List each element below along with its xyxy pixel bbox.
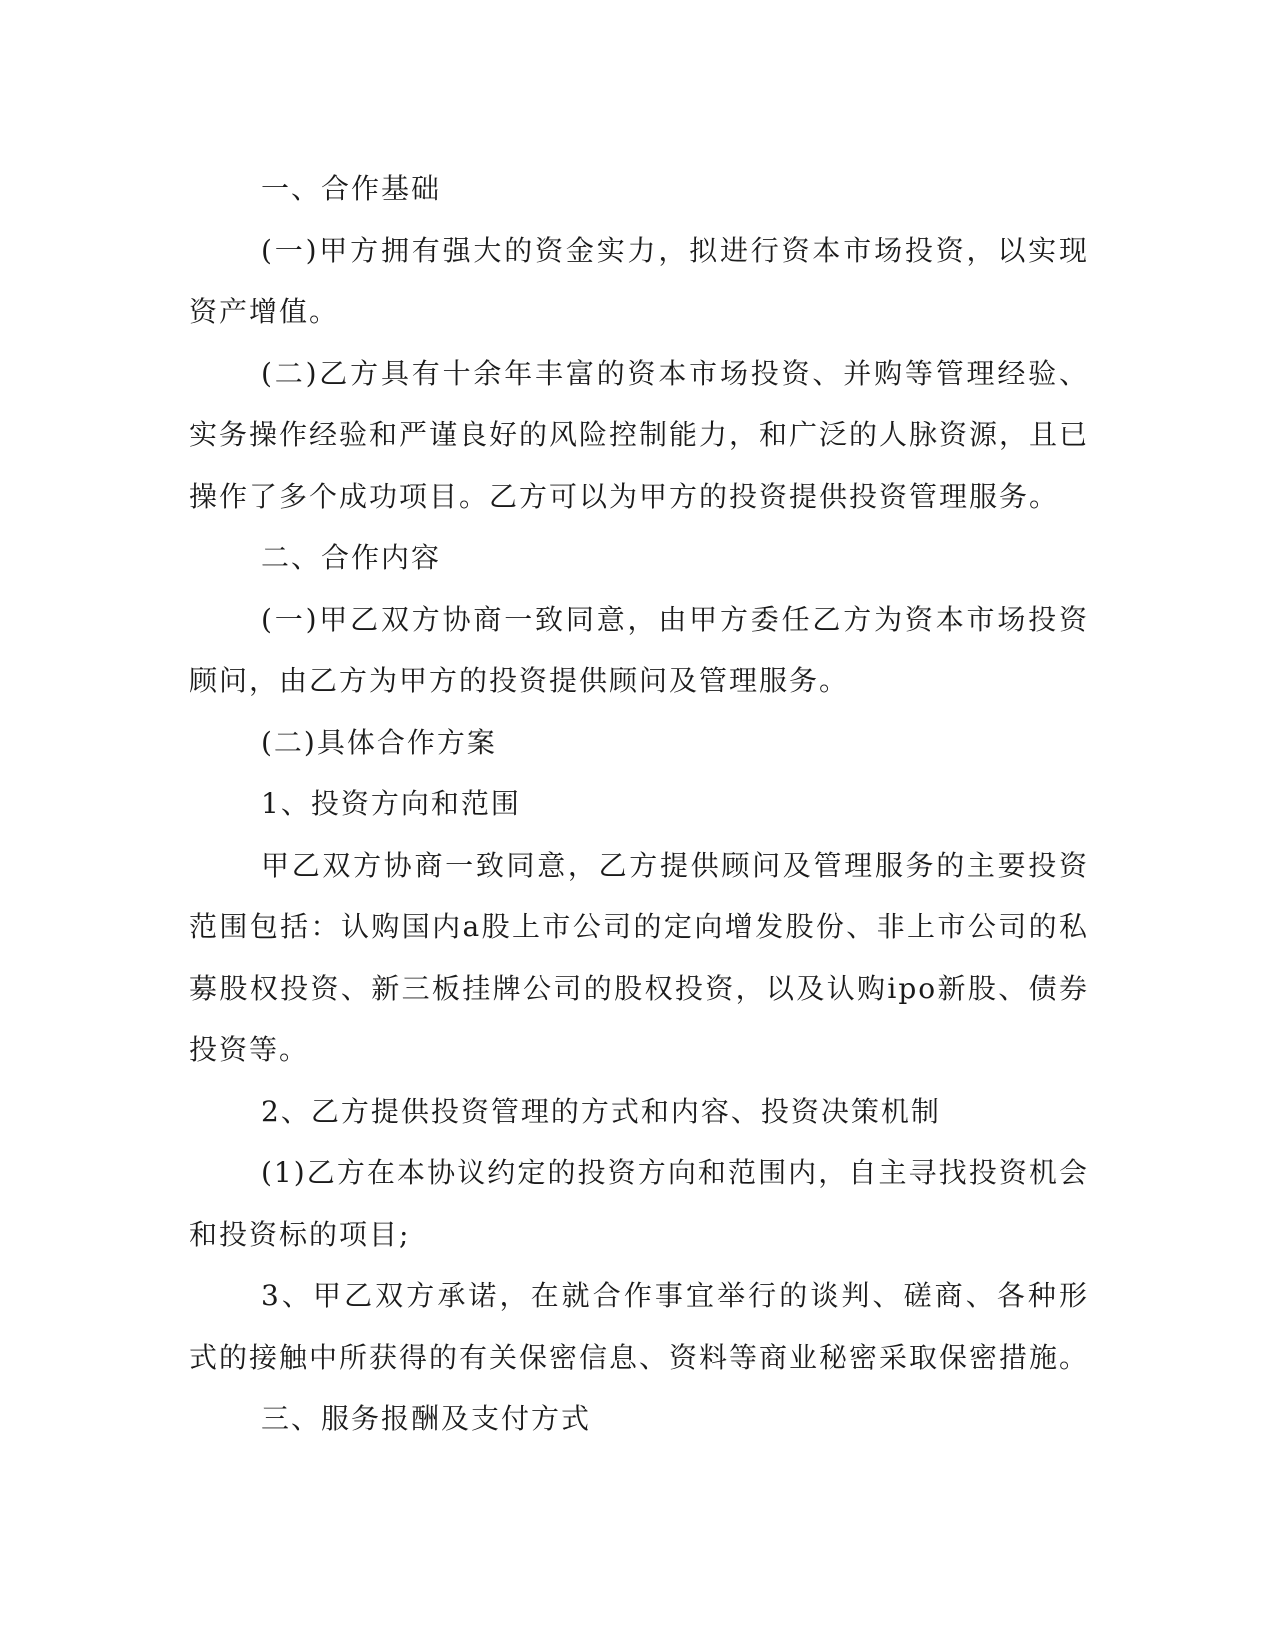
subheading-management-method: 2、乙方提供投资管理的方式和内容、投资决策机制	[261, 1094, 941, 1128]
paragraph-investment-scope: 甲乙双方协商一致同意，乙方提供顾问及管理服务的主要投资范围包括：认购国内a股上市公司的定向增发股份、非上市公司的私募股权投资、新三板挂牌公司的股权投资，以及认购ipo新股、债券投资等。	[189, 848, 1089, 1066]
paragraph-party-a-capital: (一)甲方拥有强大的资金实力，拟进行资本市场投资，以实现资产增值。	[189, 233, 1089, 328]
subheading-specific-plan: (二)具体合作方案	[261, 725, 497, 759]
section-heading-cooperation-basis: 一、合作基础	[261, 172, 442, 205]
section-heading-cooperation-content: 二、合作内容	[261, 541, 442, 574]
document-body	[189, 158, 1089, 1450]
paragraph-autonomous-search: (1)乙方在本协议约定的投资方向和范围内，自主寻找投资机会和投资标的项目;	[189, 1156, 1089, 1251]
paragraph-appointment: (一)甲乙双方协商一致同意，由甲方委任乙方为资本市场投资顾问，由乙方为甲方的投资提供顾问及管理服务。	[189, 602, 1089, 697]
paragraph-confidentiality: 3、甲乙双方承诺，在就合作事宜举行的谈判、磋商、各种形式的接触中所获得的有关保密信息、资料等商业秘密采取保密措施。	[189, 1279, 1090, 1374]
paragraph-party-b-experience: (二)乙方具有十余年丰富的资本市场投资、并购等管理经验、实务操作经验和严谨良好的风险控制能力，和广泛的人脉资源，且已操作了多个成功项目。乙方可以为甲方的投资提供投资管理服务。	[189, 356, 1090, 513]
subheading-investment-scope: 1、投资方向和范围	[261, 787, 521, 820]
section-heading-remuneration: 三、服务报酬及支付方式	[261, 1402, 592, 1435]
